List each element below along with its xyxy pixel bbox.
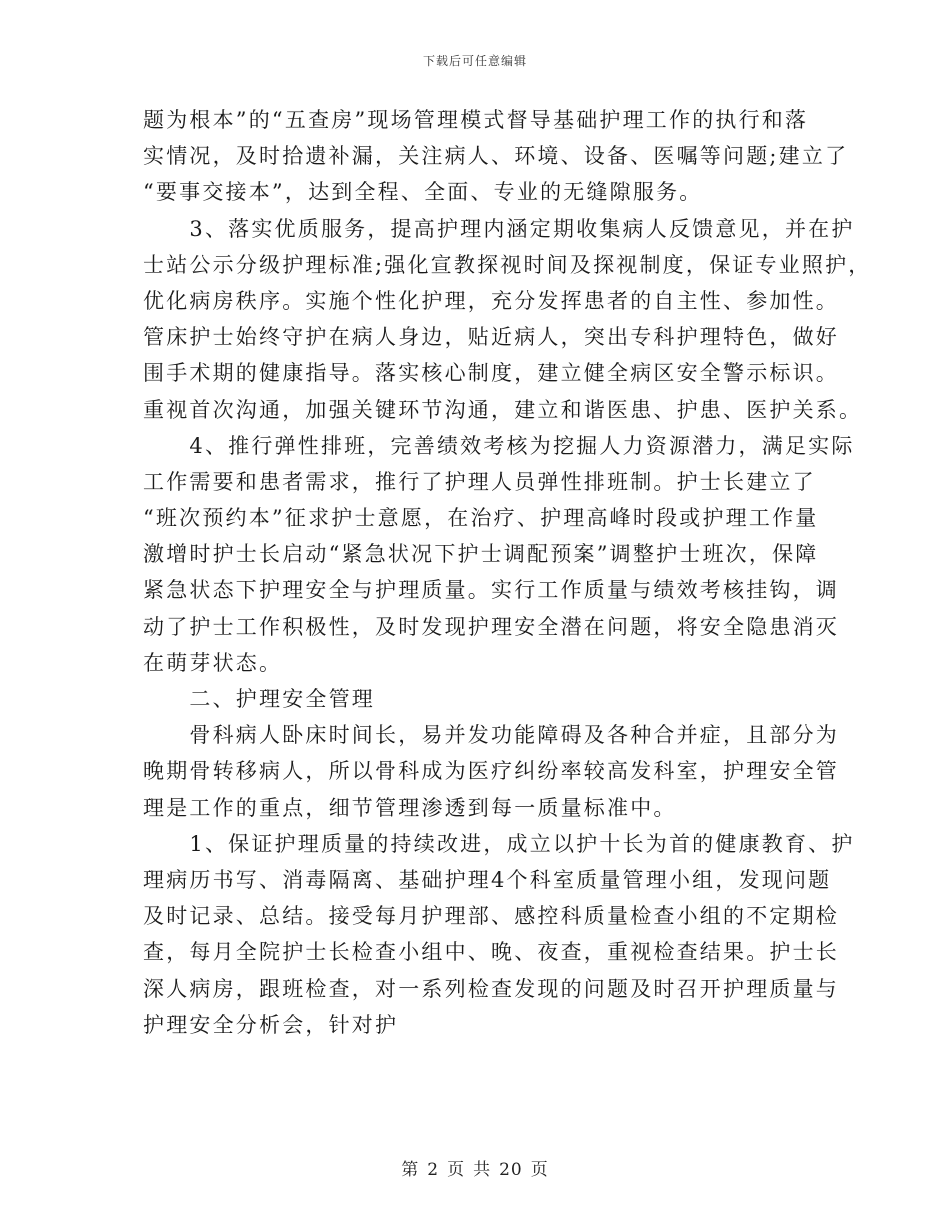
text-line: 4、推行弹性排班，完善绩效考核为挖掘人力资源潜力，满足实际: [143, 433, 855, 458]
text-line: 实情况，及时拾遗补漏，关注病人、环境、设备、医嘱等问题;建立了: [143, 144, 849, 169]
header-note: 下载后可任意编辑: [422, 54, 527, 68]
footer-prefix: 第: [401, 1160, 420, 1180]
text-line: 查，每月全院护士长检查小组中、晚、夜查，重视检查结果。护士长: [143, 940, 839, 965]
text-line: 优化病房秩序。实施个性化护理，充分发挥患者的自主性、参加性。: [143, 288, 839, 313]
text-line: 激增时护士长启动“紧急状况下护士调配预案”调整护士班次，保障: [143, 542, 819, 567]
text-line: 3、落实优质服务，提高护理内涵定期收集病人反馈意见，并在护: [143, 216, 855, 241]
text-line: 工作需要和患者需求，推行了护理人员弹性排班制。护士长建立了: [143, 469, 816, 494]
text-line: 围手术期的健康指导。落实核心制度，建立健全病区安全警示标识。: [143, 361, 839, 386]
document-body: [143, 102, 872, 1043]
footer-suffix: 页: [530, 1160, 549, 1180]
text-line: 管床护士始终守护在病人身边，贴近病人，突出专科护理特色，做好: [143, 325, 839, 350]
text-line: 及时记录、总结。接受每月护理部、感控科质量检查小组的不定期检: [143, 904, 839, 929]
text-line: 士站公示分级护理标准;强化宣教探视时间及探视制度，保证专业照护，: [143, 252, 872, 277]
text-line: 骨科病人卧床时间长，易并发功能障碍及各种合并症，且部分为: [143, 723, 839, 748]
footer-page-label: 页: [447, 1160, 466, 1180]
text-line: 重视首次沟通，加强关键环节沟通，建立和谐医患、护患、医护关系。: [143, 397, 863, 422]
current-page-number: 2: [427, 1160, 440, 1180]
text-line: 护理安全分析会，针对护: [143, 1012, 399, 1037]
page-footer: [0, 1155, 950, 1180]
footer-total-label: 共: [473, 1160, 492, 1180]
text-line: “班次预约本”征求护士意愿，在治疗、护理高峰时段或护理工作量: [143, 506, 819, 531]
total-page-count: 20: [499, 1160, 523, 1180]
text-line: 二、护理安全管理: [143, 687, 375, 711]
text-line: 紧急状态下护理安全与护理质量。实行工作质量与绩效考核挂钩，调: [143, 578, 839, 603]
text-line: 晚期骨转移病人，所以骨科成为医疗纠纷率较高发科室，护理安全管: [143, 759, 839, 784]
text-line: 题为根本”的“五查房”现场管理模式督导基础护理工作的执行和落: [143, 108, 809, 132]
text-line: 动了护士工作积极性，及时发现护理安全潜在问题，将安全隐患消灭: [143, 614, 839, 639]
text-line: 在萌芽状态。: [143, 650, 283, 675]
text-line: 1、保证护理质量的持续改进，成立以护十长为首的健康教育、护: [143, 831, 855, 856]
text-line: 深人病房，跟班检查，对一系列检查发现的问题及时召开护理质量与: [143, 976, 839, 1001]
text-line: 理病历书写、消毒隔离、基础护理4个科室质量管理小组，发现问题: [143, 867, 832, 892]
text-line: “要事交接本”，达到全程、全面、专业的无缝隙服务。: [143, 180, 703, 205]
text-line: 理是工作的重点，细节管理渗透到每一质量标准中。: [143, 795, 677, 820]
